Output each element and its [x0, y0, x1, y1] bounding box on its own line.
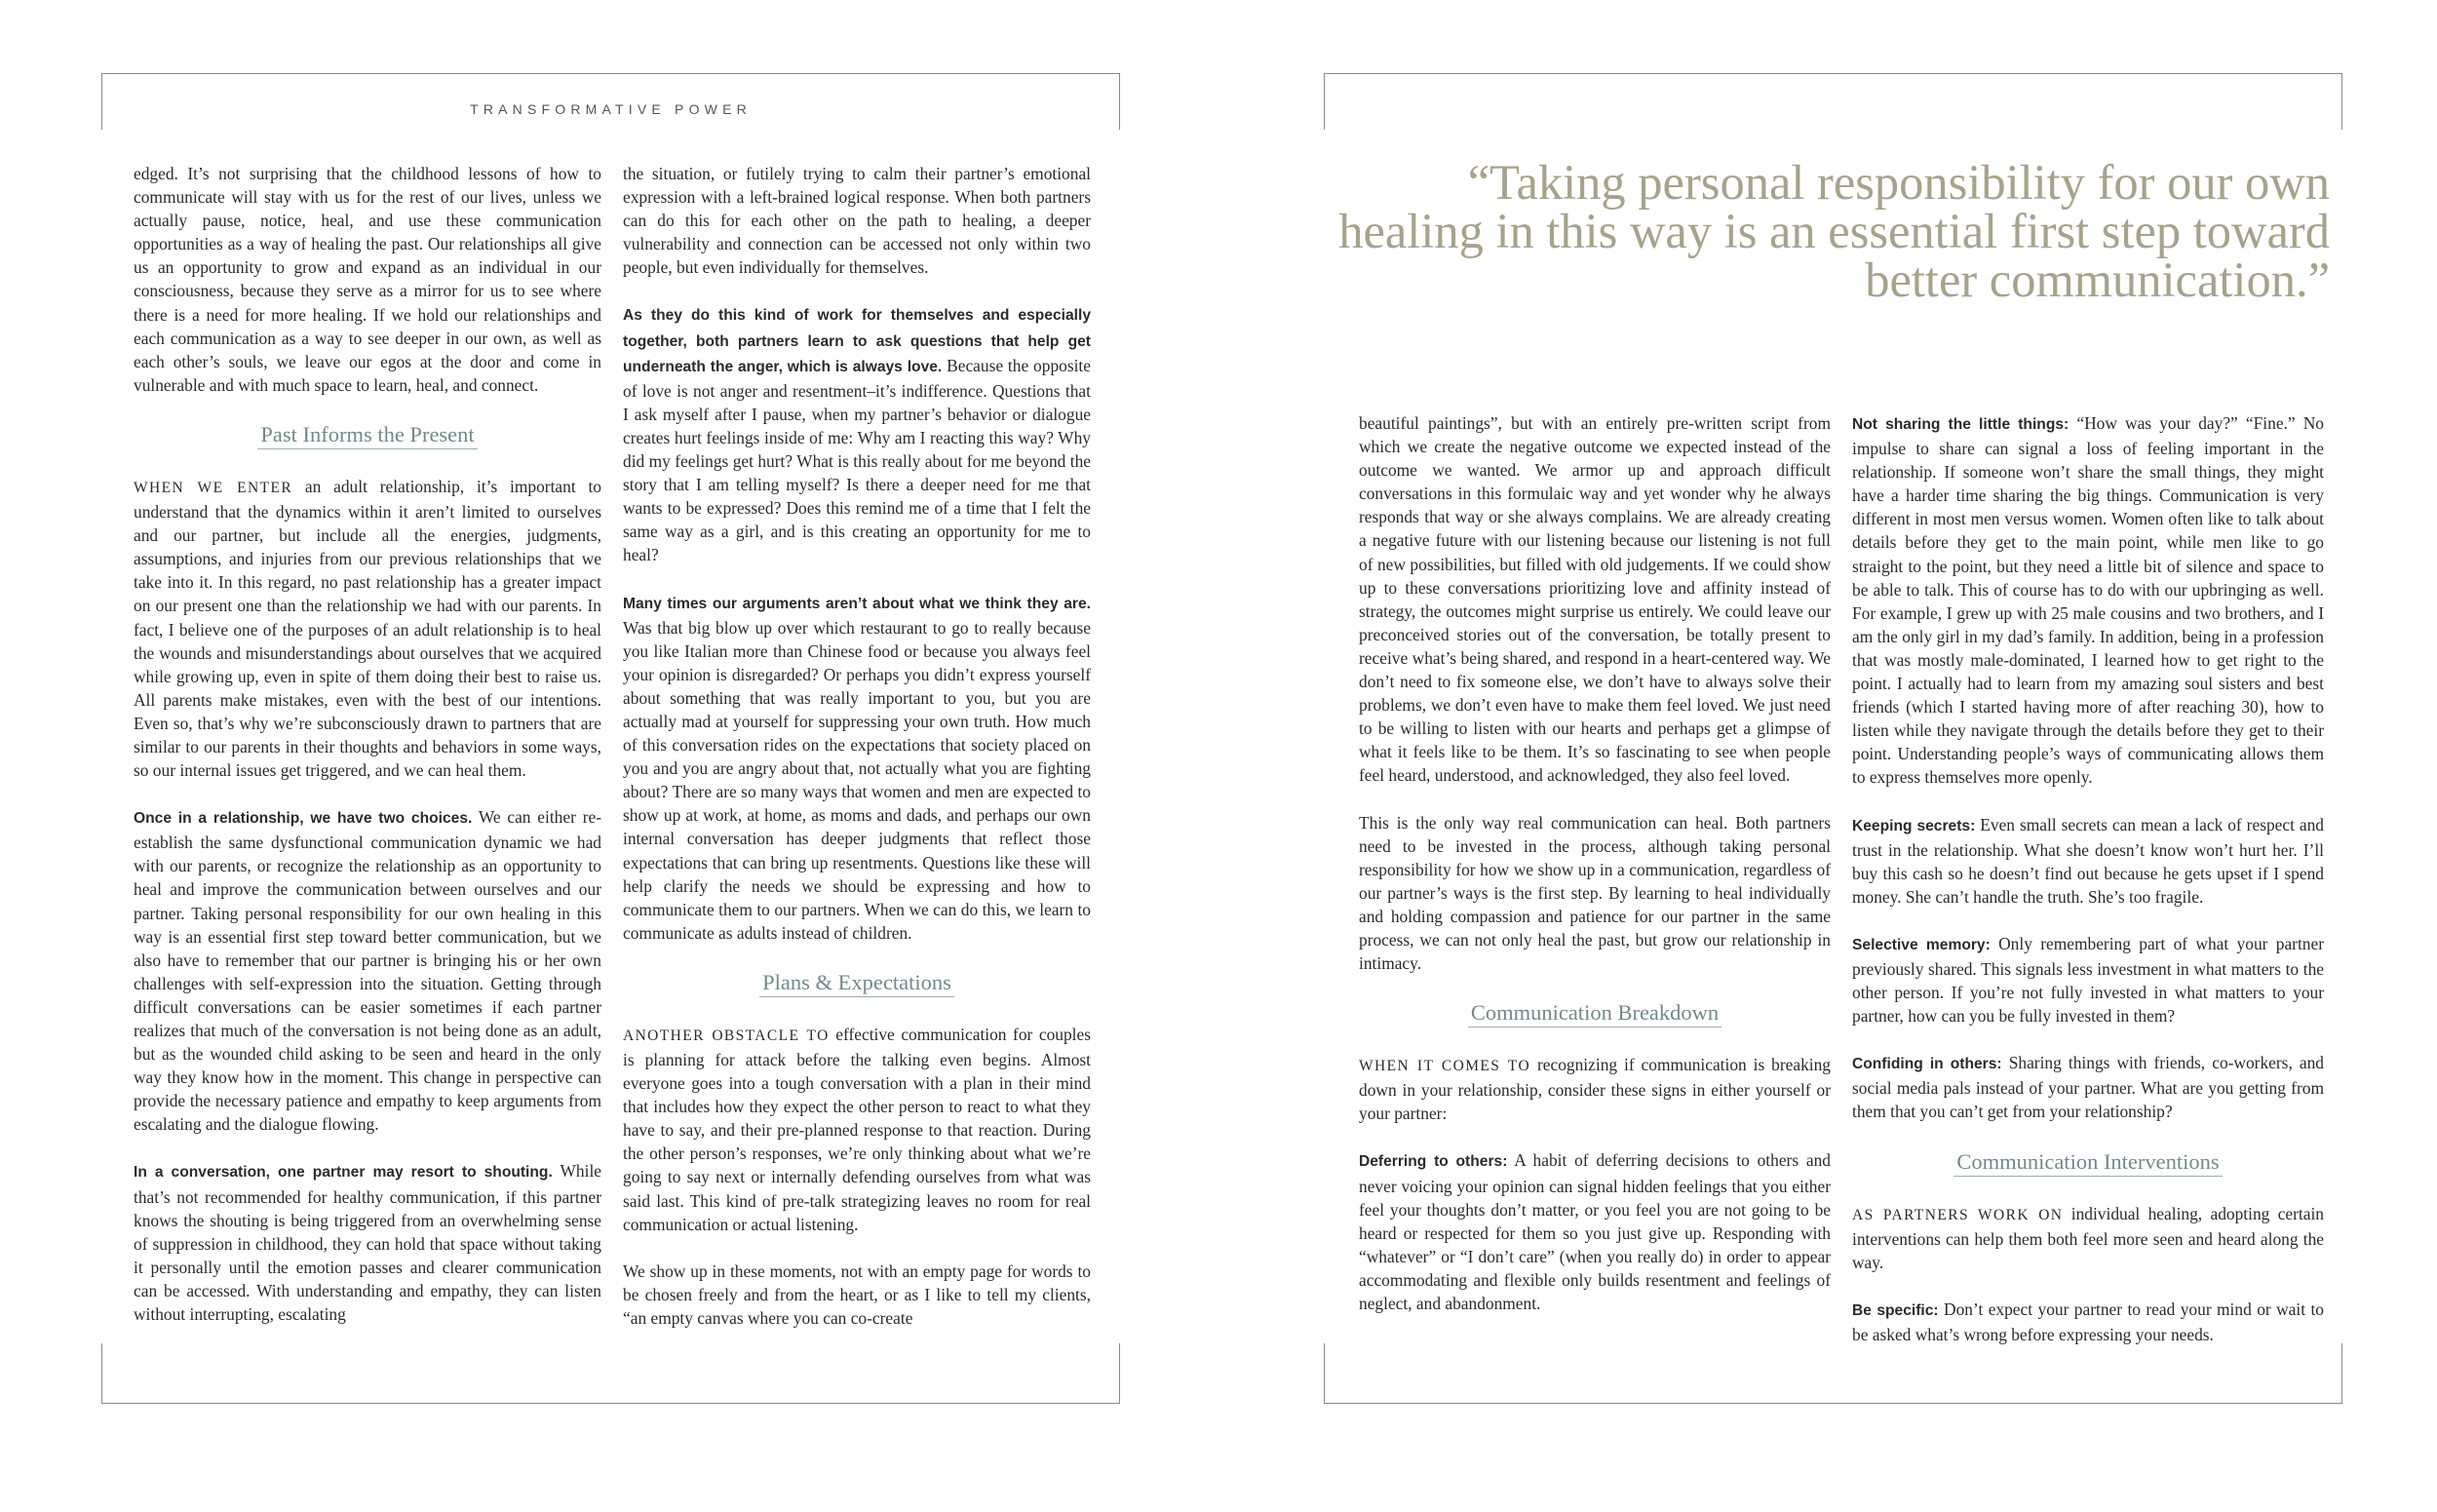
paragraph — [1852, 1298, 2324, 1346]
paragraph-lead: Not sharing the little things: — [1852, 416, 2070, 433]
paragraph: This is the only way real communication can heal. Both partners need to be invested in the process, although taking personal responsibility for how we show up in a communication, regardless of our partner’s ways is the first step. By learning to heal individually and holding compassion and patience for our partner in the same process, we can not only heal the past, but grow our relationship in intimacy. — [1359, 812, 1831, 974]
section-heading-text: Communication Breakdown — [1468, 1000, 1721, 1027]
section-heading-text: Plans & Expectations — [759, 970, 954, 997]
paragraph — [623, 302, 1091, 566]
paragraph-body: Sharing things with friends, co-workers, and social media pals instead of your partner. What are you getting from them that you can’t get from your relationship? — [1852, 1053, 2324, 1122]
section-heading — [623, 968, 1091, 997]
paragraph-body: Only remembering part of what your partner previously shared. This signals less investment in what matters to the other person. If you’re not fully invested in what matters to your partner, how can you be fully invested in them? — [1852, 933, 2324, 1027]
paragraph-body: We can either re-establish the same dysfunctional communication dynamic we had with our parents, or recognize the relationship as an opportunity to heal and improve the communication between ourselves and our partner. Taking personal responsibility for our own healing in this way is an essential first step toward better communication, but we also have to remember that our partner is bringing his or her own challenges with self-expression into the situation. Getting through difficult conversations can be easier sometimes if each partner realizes that much of the conversation is not being done as an adult, but as the wounded child asking to be seen and heard in the only way they know how in the moment. This change in perspective can provide the necessary patience and empathy to keep arguments from escalating and the dialogue flowing. — [134, 807, 601, 1135]
paragraph — [1359, 1053, 1831, 1125]
paragraph-lead: Many times our arguments aren’t about what we think they are. — [623, 595, 1091, 612]
paragraph — [1852, 1202, 2324, 1274]
paragraph-body: an adult relationship, it’s important to understand that the dynamics within it aren’t limited to ourselves and our partner, but include all the energies, judgments, assumptions, and injuries from our previous relationships that we take into it. In this regard, no past relationship has a greater impact on our present one than the relationship we had with our parents. In fact, I believe one of the purposes of an adult relationship is to heal the wounds and misunderstandings about ourselves that we acquired while growing up, even in spite of them doing their best to raise us. All parents make mistakes, even with the best of our intentions. Even so, that’s why we’re subconsciously drawn to partners that are similar to our parents in their thoughts and behaviors in some ways, so our internal issues get triggered, and we can heal them. — [134, 476, 601, 781]
paragraph-lead: In a conversation, one partner may resort to shouting. — [134, 1164, 553, 1182]
paragraph-lead: Once in a relationship, we have two choices. — [134, 810, 473, 828]
paragraph-body: Because the opposite of love is not anger and resentment–it’s indifference. Questions that I ask myself after I pause, when my partner’s behavior or dialogue creates hurt feelings inside of me: Why am I reacting this way? Why did my feelings get hurt? What is this really about for me beyond the story that I am telling myself? Is there a deeper need for me that wants to be expressed? Does this remind me of a time that I felt the same way as a girl, and is this creating an opportunity for me to heal? — [623, 355, 1091, 565]
paragraph-lead: Keeping secrets: — [1852, 817, 1976, 834]
paragraph: the situation, or futilely trying to calm their partner’s emotional expression with a left-brained logical response. When both partners can do this for each other on the path to healing, a deeper vulnerability and connection can be accessed not only within two people, but even individually for themselves. — [623, 164, 1091, 278]
paragraph-lead: WHEN WE ENTER — [134, 479, 293, 496]
paragraph-body: A habit of deferring decisions to others and never voicing your opinion can signal hidden feelings that you either feel your thoughts don’t matter, or you feel you are not going to be heard or respected for them so you just give up. Responding with “whatever” or “I don’t care” (when you really do) in order to appear accommodating and flexible only builds resentment and feelings of neglect, and abandonment. — [1359, 1150, 1831, 1313]
paragraph-lead: ANOTHER OBSTACLE TO — [623, 1027, 830, 1044]
paragraph: edged. It’s not surprising that the childhood lessons of how to communicate will stay with us for the rest of our lives, unless we actually pause, notice, heal, and use these communication opportunities as a way of healing the past. Our relationships all give us an opportunity to grow and expand as an individual in our consciousness, because they serve as a mirror for us to see where there is a need for more healing. If we hold our relationships and each communication as a way to see deeper in our own, as well as each other’s souls, we leave our egos at the door and come in vulnerable and with much space to learn, heal, and connect. — [134, 164, 601, 395]
section-heading — [1852, 1147, 2324, 1177]
paragraph — [1359, 1148, 1831, 1315]
paragraph — [1852, 932, 2324, 1027]
paragraph-body: Was that big blow up over which restaurant to go to really because you like Italian more than Chinese food or because you always feel your opinion is disregarded? Or perhaps you didn’t express yourself about something that was really important to you, but you are actually mad at yourself for suppressing your own truth. How much of this conversation rides on the expectations that society placed on you and you are angry about that, not actually what you are fighting about? There are so many ways that women and men are expected to show up at work, at home, as moms and dads, and perhaps our own internal conversation has deeper judgments that reflect those expectations that can bring up resentments. Questions like these will help clarify the needs we should be expressing and how to communicate them to our partners. When we can do this, we learn to communicate as adults instead of children. — [623, 617, 1091, 943]
paragraph — [1852, 411, 2324, 790]
paragraph-body: While that’s not recommended for healthy communication, if this partner knows the shouting is being triggered from an overwhelming sense of suppression in childhood, they can hold that space without taking it personally until the emotion passes and clearer communication can be accessed. With understanding and empathy, they can listen without interrupting, escalating — [134, 1161, 601, 1325]
paragraph-body: Even small secrets can mean a lack of respect and trust in the relationship. What she doesn’t know won’t hurt her. I’ll buy this cash so he doesn’t find out because he gets upset if I spend money. She can’t handle the truth. She’s too fragile. — [1852, 814, 2325, 907]
section-heading — [134, 420, 601, 449]
section-heading — [1359, 998, 1831, 1027]
section-heading-text: Communication Interventions — [1953, 1149, 2222, 1177]
paragraph-body: effective communication for couples is planning for attack before the talking even begins. Almost everyone goes into a tough conversation with a plan in their mind that includes how they expect the other person to react to what they have to say, and their pre-planned response to that reaction. During the other person’s responses, we’re only thinking about what we’re going to say next or internally defending ourselves from what was said last. This kind of pre-talk strategizing leaves no room for real communication or actual listening. — [623, 1024, 1091, 1234]
pull-quote: “Taking personal responsibility for our own healing in this way is an essential first step toward better communication.” — [1338, 155, 2330, 307]
paragraph — [134, 805, 601, 1136]
paragraph-lead: WHEN IT COMES TO — [1359, 1058, 1531, 1075]
paragraph-body: “How was your day?” “Fine.” No impulse to share can signal a loss of feeling important in the relationship. If someone won’t share the small things, they might have a harder time sharing the big things. Communication is very different in most men versus women. Women often like to talk about details before they get to the main point, while men like to go straight to the point, but they need a little bit of silence and space to be able to talk. This of course has to do with our upbringing as well. For example, I grew up with 25 male cousins and two brothers, and I am the only girl in my dad’s family. In addition, being in a profession that was mostly male-dominated, I learned how to get right to the point. I actually had to learn from my amazing soul sisters and best friends (which I started having more of after reaching 30), how to listen while they navigate through the details before they get to their point. Understanding people’s ways of communicating allows them to express themselves more openly. — [1852, 413, 2325, 788]
paragraph-lead: Confiding in others: — [1852, 1056, 2002, 1073]
paragraph — [134, 475, 601, 782]
running-head: TRANSFORMATIVE POWER — [470, 101, 752, 117]
paragraph — [623, 1023, 1091, 1236]
left-column-2 — [623, 162, 1091, 1353]
paragraph — [134, 1159, 601, 1326]
paragraph-body: recognizing if communication is breaking down in your relationship, consider these signs in either yourself or your partner: — [1359, 1055, 1831, 1124]
right-column-2 — [1852, 411, 2324, 1370]
paragraph — [1852, 1051, 2324, 1123]
paragraph-body: Don’t expect your partner to read your mind or wait to be asked what’s wrong before expressing your needs. — [1852, 1299, 2324, 1344]
paragraph-lead: Be specific: — [1852, 1301, 1939, 1319]
paragraph: We show up in these moments, not with an empty page for words to be chosen freely and from the heart, or as I like to tell my clients, “an empty canvas where you can co-create — [623, 1260, 1091, 1328]
paragraph-lead: As they do this kind of work for themselves and especially together, both partners learn to ask questions that help get underneath the anger, which is always love. — [623, 307, 1091, 375]
paragraph-lead: Deferring to others: — [1359, 1153, 1508, 1171]
right-column-1 — [1359, 411, 1831, 1338]
paragraph-body: individual healing, adopting certain interventions can help them both feel more seen and heard along the way. — [1852, 1203, 2324, 1272]
section-heading-text: Past Informs the Present — [257, 422, 477, 449]
left-column-1 — [134, 162, 601, 1349]
paragraph — [623, 591, 1091, 945]
paragraph — [1852, 813, 2324, 909]
paragraph: beautiful paintings”, but with an entirely pre-written script from which we create the negative outcome we expected instead of the outcome we wanted. We armor up and approach difficult conversations in this formulaic way and yet wonder why he always responds that way or she always complains. We are already creating a negative future with our listening because our listening is not full of new possibilities, but filled with old judgements. If we could show up to these conversations prioritizing love and affinity instead of strategy, the outcomes might surprise us entirely. We could leave our preconceived stories out of the conversation, be totally present to receive what’s being shared, and respond in a heart-centered way. We don’t need to fix someone else, we don’t have to always solve their problems, we don’t even have to make them feel loved. We just need to be willing to listen with our hearts and perhaps get a glimpse of what it feels like to be them. It’s so fascinating to see when people feel heard, understood, and acknowledged, they also feel loved. — [1359, 413, 1831, 786]
right-page-top-frame — [1324, 73, 2342, 130]
paragraph-lead: AS PARTNERS WORK ON — [1852, 1206, 2064, 1223]
paragraph-lead: Selective memory: — [1852, 936, 1991, 953]
